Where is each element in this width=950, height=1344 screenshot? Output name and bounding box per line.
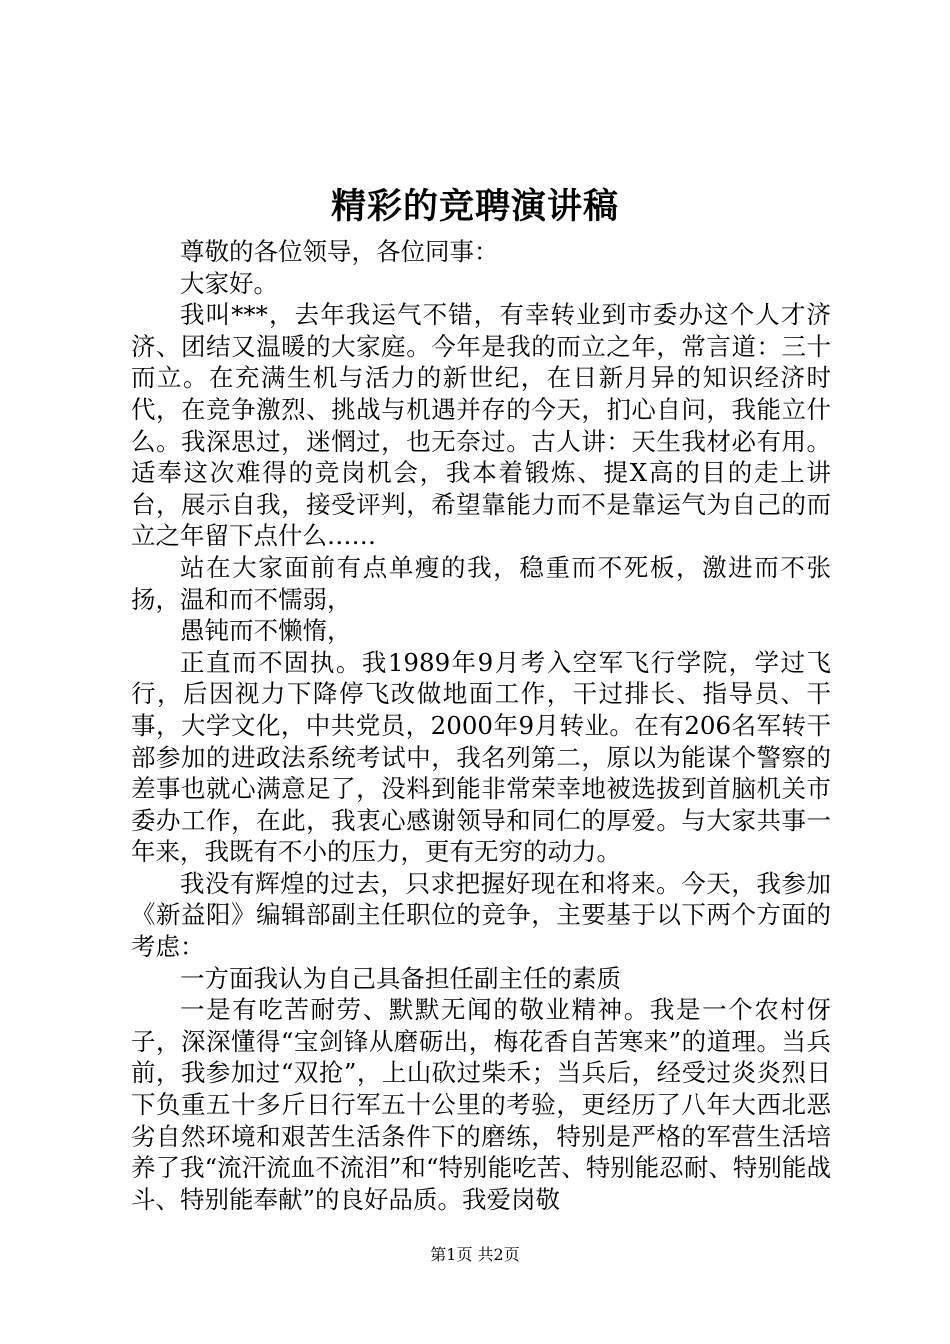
page-number-footer: 第1页 共2页 — [430, 1245, 520, 1264]
paragraph-background: 正直而不固执。我1989年9月考入空军飞行学院，学过飞行，后因视力下降停飞改做地面工作，干过排长、指导员、干事，大学文化，中共党员，2000年9月转业。在有206名军转干部参加的进政法系统考试中，我名列第二，原以为能谋个警察的差事也就心满意足了，没料到能非常荣幸地被选拔到首脑机关市委办工作，在此，我衷心感谢领导和同仁的厚爱。与大家共事一年来，我既有不小的压力，更有无穷的动力。 — [131, 647, 831, 867]
paragraph-section-heading: 一方面我认为自己具备担任副主任的素质 — [180, 963, 621, 993]
paragraph-salutation: 尊敬的各位领导，各位同事： — [180, 237, 499, 266]
paragraph-greeting: 大家好。 — [180, 268, 278, 298]
document-body — [131, 236, 831, 1215]
paragraph-point-one: 一是有吃苦耐劳、默默无闻的敬业精神。我是一个农村伢子，深深懂得“宝剑锋从磨砺出，梅花香自苦寒来”的道理。当兵前，我参加过“双抢”，上山砍过柴禾；当兵后，经受过炎炎烈日下负重五十多斤日行军五十公里的考验，更经历了八年大西北恶劣自然环境和艰苦生活条件下的磨练，特别是严格的军营生活培养了我“流汗流血不流泪”和“特别能吃苦、特别能忍耐、特别能战斗、特别能奉献”的良好品质。我爱岗敬 — [131, 995, 831, 1214]
paragraph-motivation: 我没有辉煌的过去，只求把握好现在和将来。今天，我参加《新益阳》编辑部副主任职位的竞争，主要基于以下两个方面的考虑： — [131, 868, 831, 962]
document-title: 精彩的竞聘演讲稿 — [330, 186, 619, 227]
paragraph-self-description: 站在大家面前有点单瘦的我，稳重而不死板，激进而不张扬，温和而不懦弱， — [131, 552, 831, 614]
paragraph-introduction: 我叫***，去年我运气不错，有幸转业到市委办这个人才济济、团结又温暖的大家庭。今年是我的而立之年，常言道：三十而立。在充满生机与活力的新世纪，在日新月异的知识经济时代，在竞争激烈、挑战与机遇并存的今天，扪心自问，我能立什么。我深思过，迷惘过，也无奈过。古人讲：天生我材必有用。适奉这次难得的竞岗机会，我本着锻炼、提X高的目的走上讲台，展示自我，接受评判，希望靠能力而不是靠运气为自己的而立之年留下点什么…… — [131, 300, 831, 551]
paragraph-self-description-2: 愚钝而不懒惰， — [180, 616, 352, 646]
